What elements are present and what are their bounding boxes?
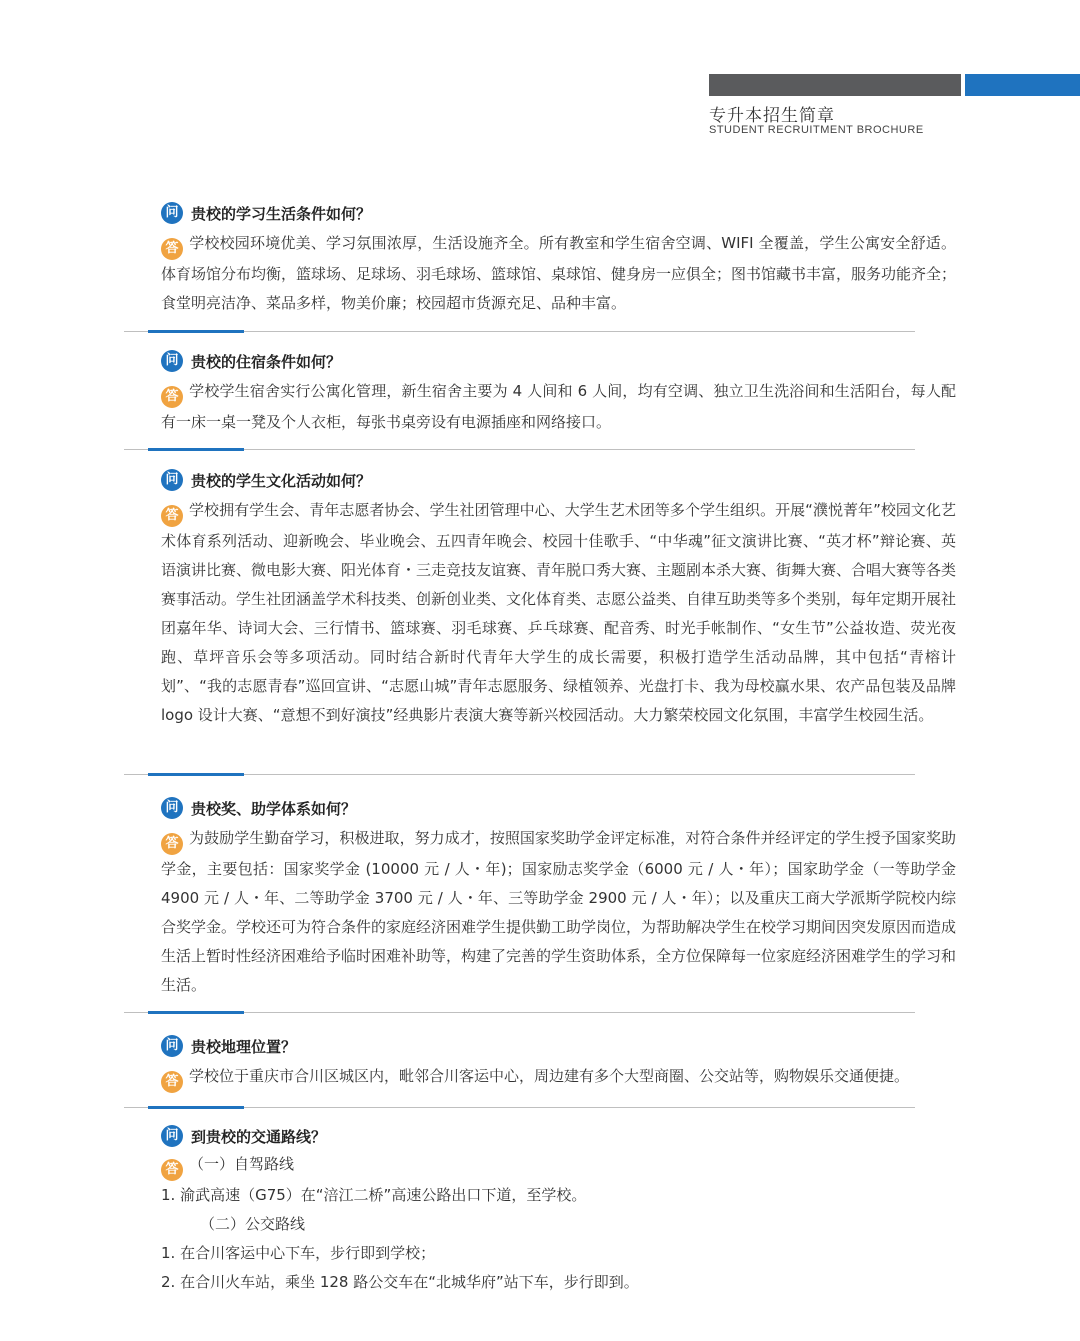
header-bar-blue bbox=[965, 74, 1080, 96]
question-text: 贵校的学习生活条件如何？ bbox=[191, 204, 372, 223]
answer-text: 答 学校拥有学生会、青年志愿者协会、学生社团管理中心、大学生艺术团等多个学生组织。开展“濮悦菁年”校园文化艺术体育系列活动、迎新晚会、毕业晚会、五四青年晚会、校园十佳歌手、“中华魂”征文演讲比赛、“英才杯”辩论赛、英语演讲比赛、微电影大赛、阳光体育・三走竞技友谊赛、青年脱口秀大赛、主题剧本杀大赛、街舞大赛、合唱大赛等各类赛事活动。学生社团涵盖学术科技类、创新创业类、文化体育类、志愿公益类、自律互助类等多个类别，每年定期开展社团嘉年华、诗词大会、三行情书、篮球赛、羽毛球赛、乒乓球赛、配音秀、时光手帐制作、“女生节”公益妆造、荧光夜跑、草坪音乐会等多项活动。同时结合新时代青年大学生的成长需要，积极打造学生活动品牌，其中包括“青榕计划”、“我的志愿青春”巡回宣讲、“志愿山城”青年志愿服务、绿植领养、光盘打卡、我为母校赢水果、农产品包装及品牌 logo 设计大赛、“意想不到好演技”经典影片表演大赛等新兴校园活动。大力繁荣校园文化氛围，丰富学生校园生活。 bbox=[161, 501, 957, 724]
route-item: 1. 在合川客运中心下车，步行即到学校； bbox=[161, 1244, 436, 1262]
question-icon: 问 bbox=[161, 797, 183, 819]
question-text: 贵校奖、助学体系如何？ bbox=[191, 799, 357, 818]
qa-section-culture bbox=[124, 468, 956, 730]
answer-text: 答 学校学生宿舍实行公寓化管理，新生宿舍主要为 4 人间和 6 人间，均有空调、独立卫生洗浴间和生活阳台，每人配有一床一桌一凳及个人衣柜，每张书桌旁设有电源插座和网络接口。 bbox=[161, 382, 956, 431]
question-icon: 问 bbox=[161, 1125, 183, 1147]
section-divider bbox=[124, 449, 915, 450]
question-icon: 问 bbox=[161, 202, 183, 224]
header-bar-gray bbox=[709, 74, 961, 96]
answer-icon: 答 bbox=[161, 238, 183, 260]
answer-icon: 答 bbox=[161, 1071, 183, 1093]
answer-icon: 答 bbox=[161, 833, 183, 855]
answer-text: 答 学校校园环境优美、学习氛围浓厚，生活设施齐全。所有教室和学生宿舍空调、WIFI 全覆盖，学生公寓安全舒适。体育场馆分布均衡，篮球场、足球场、羽毛球场、篮球馆、桌球馆、健身房一应俱全；图书馆藏书丰富，服务功能齐全；食堂明亮洁净、菜品多样，物美价廉；校园超市货源充足、品种丰富。 bbox=[161, 234, 957, 312]
answer-text: 答 学校位于重庆市合川区城区内，毗邻合川客运中心，周边建有多个大型商圈、公交站等，购物娱乐交通便捷。 bbox=[124, 1062, 956, 1093]
question-row bbox=[161, 201, 956, 225]
question-row bbox=[161, 796, 956, 820]
question-row bbox=[161, 468, 956, 492]
section-divider bbox=[124, 331, 915, 332]
route-item: 1. 渝武高速（G75）在“涪江二桥”高速公路出口下道，至学校。 bbox=[161, 1186, 587, 1204]
route-heading-driving: 答 （一）自驾路线 bbox=[161, 1150, 956, 1181]
route-heading-bus: （二）公交路线 bbox=[200, 1215, 306, 1233]
qa-section-housing bbox=[124, 349, 956, 437]
route-item: 2. 在合川火车站，乘坐 128 路公交车在“北城华府”站下车，步行即到。 bbox=[161, 1273, 639, 1291]
answer-icon: 答 bbox=[161, 1159, 183, 1181]
section-divider bbox=[124, 1012, 915, 1013]
question-icon: 问 bbox=[161, 1035, 183, 1057]
question-text: 到贵校的交通路线？ bbox=[191, 1127, 327, 1146]
section-divider bbox=[124, 1107, 915, 1108]
answer-icon: 答 bbox=[161, 386, 183, 408]
question-text: 贵校的学生文化活动如何？ bbox=[191, 471, 372, 490]
qa-section-study-life bbox=[124, 201, 956, 318]
question-icon: 问 bbox=[161, 469, 183, 491]
qa-section-location bbox=[124, 1034, 956, 1093]
question-row bbox=[161, 1124, 956, 1148]
question-icon: 问 bbox=[161, 350, 183, 372]
qa-section-transport bbox=[124, 1124, 956, 1297]
section-divider bbox=[124, 774, 915, 775]
answer-icon: 答 bbox=[161, 505, 183, 527]
brochure-title: 专升本招生简章 bbox=[709, 106, 835, 126]
brochure-subtitle: STUDENT RECRUITMENT BROCHURE bbox=[709, 124, 924, 136]
question-row bbox=[161, 1034, 956, 1058]
question-row bbox=[161, 349, 956, 373]
question-text: 贵校地理位置？ bbox=[191, 1037, 297, 1056]
answer-text: 答 为鼓励学生勤奋学习，积极进取，努力成才，按照国家奖助学金评定标准，对符合条件并经评定的学生授予国家奖助学金，主要包括：国家奖学金 (10000 元 / 人・年)；国家励志奖学金（6000 元 / 人・年）；国家助学金（一等助学金 4900 元 / 人・年、二等助学金 3700 元 / 人・年、三等助学金 2900 元 / 人・年）；以及重庆工商大学派斯学院校内综合奖学金。学校还可为符合条件的家庭经济困难学生提供勤工助学岗位，为帮助解决学生在校学习期间因突发原因而造成生活上暂时性经济困难给予临时困难补助等，构建了完善的学生资助体系，全方位保障每一位家庭经济困难学生的学习和生活。 bbox=[161, 829, 957, 994]
question-text: 贵校的住宿条件如何？ bbox=[191, 352, 342, 371]
qa-section-scholarship bbox=[124, 796, 956, 1000]
